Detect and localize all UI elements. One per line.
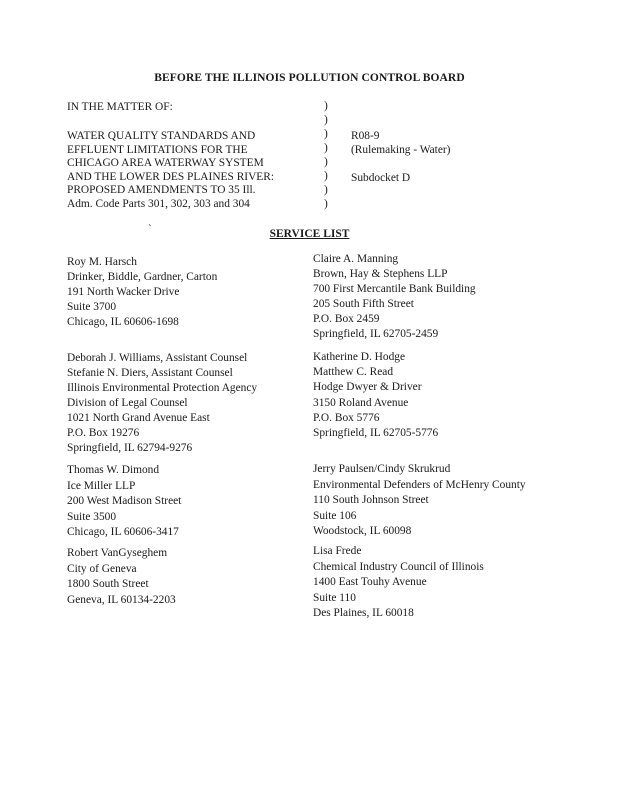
entry-line: Thomas W. Dimond	[67, 464, 160, 476]
service-list-entry	[67, 463, 181, 541]
entry-line: 700 First Mercantile Bank Building	[313, 283, 476, 295]
service-list-entry	[313, 252, 476, 342]
caption-parentheses	[324, 100, 328, 212]
matter-of-label: IN THE MATTER OF:	[67, 101, 173, 113]
entry-line: Springfield, IL 62705-5776	[313, 427, 439, 440]
entry-line: Matthew C. Read	[313, 366, 394, 379]
stray-mark: `	[148, 223, 152, 235]
entry-line: Geneva, IL 60134-2203	[67, 593, 176, 606]
entry-line: 1021 North Grand Avenue East	[67, 412, 210, 424]
entry-line: Hodge Dwyer & Driver	[313, 381, 422, 394]
service-list-entry	[67, 255, 217, 330]
entry-line: Division of Legal Counsel	[67, 397, 188, 409]
service-list-entry	[67, 546, 176, 608]
paren: )	[324, 142, 328, 154]
entry-line: 200 West Madison Street	[67, 495, 182, 507]
service-list-heading: SERVICE LIST	[269, 228, 350, 240]
caption-line: PROPOSED AMENDMENTS TO 35 Ill.	[67, 184, 256, 197]
paren: )	[324, 100, 328, 112]
entry-line: Suite 110	[313, 591, 356, 604]
entry-line: 205 South Fifth Street	[313, 298, 414, 310]
caption-line: WATER QUALITY STANDARDS AND	[67, 130, 256, 142]
entry-line: Chemical Industry Council of Illinois	[313, 560, 484, 573]
entry-line: Katherine D. Hodge	[313, 351, 406, 363]
paren: )	[324, 198, 328, 210]
entry-line: 3150 Roland Avenue	[313, 396, 409, 409]
docket-info	[351, 129, 450, 185]
entry-line: Ice Miller LLP	[67, 479, 136, 492]
service-list-entry	[313, 350, 438, 441]
entry-line: Springfield, IL 62705-2459	[313, 328, 439, 340]
entry-line: Suite 3500	[67, 510, 117, 523]
caption-line: AND THE LOWER DES PLAINES RIVER:	[67, 170, 275, 183]
caption-line: Adm. Code Parts 301, 302, 303 and 304	[67, 197, 250, 210]
entry-line: Roy M. Harsch	[67, 256, 137, 268]
service-list-entry	[313, 544, 484, 622]
entry-line: 191 North Wacker Drive	[67, 286, 180, 298]
caption-line: CHICAGO AREA WATERWAY SYSTEM	[67, 157, 264, 170]
case-caption	[67, 100, 327, 212]
entry-line: 110 South Johnson Street	[313, 494, 429, 506]
entry-line: 1800 South Street	[67, 578, 149, 590]
paren: )	[324, 156, 328, 168]
paren: )	[324, 184, 328, 196]
service-list-entry	[313, 462, 526, 540]
docket-type: (Rulemaking - Water)	[351, 144, 451, 156]
entry-line: Chicago, IL 60606-1698	[67, 316, 179, 328]
entry-line: Springfield, IL 62794-9276	[67, 442, 193, 454]
paren: )	[324, 128, 328, 140]
entry-line: Suite 3700	[67, 301, 117, 313]
entry-line: Environmental Defenders of McHenry County	[313, 478, 526, 491]
entry-line: Deborah J. Williams, Assistant Counsel	[67, 352, 248, 364]
entry-line: Woodstock, IL 60098	[313, 525, 412, 537]
entry-line: Suite 106	[313, 509, 357, 522]
entry-line: Jerry Paulsen/Cindy Skrukrud	[313, 463, 451, 475]
entry-line: Claire A. Manning	[313, 253, 399, 265]
entry-line: Robert VanGyseghem	[67, 547, 168, 559]
entry-line: Lisa Frede	[313, 545, 362, 557]
entry-line: P.O. Box 19276	[67, 427, 140, 439]
entry-line: Brown, Hay & Stephens LLP	[313, 268, 448, 280]
entry-line: Chicago, IL 60606-3417	[67, 526, 179, 538]
entry-line: Illinois Environmental Protection Agency	[67, 382, 258, 394]
entry-line: Stefanie N. Diers, Assistant Counsel	[67, 367, 233, 379]
page-title: BEFORE THE ILLINOIS POLLUTION CONTROL BOARD	[154, 72, 465, 84]
entry-line: City of Geneva	[67, 562, 137, 575]
entry-line: 1400 East Touhy Avenue	[313, 576, 427, 588]
entry-line: P.O. Box 2459	[313, 313, 380, 325]
docket-number: R08-9	[351, 130, 380, 142]
subdocket: Subdocket D	[351, 172, 411, 184]
caption-line: EFFLUENT LIMITATIONS FOR THE	[67, 143, 248, 156]
service-list-entry	[67, 351, 257, 456]
paren: )	[324, 114, 328, 126]
paren: )	[324, 170, 328, 182]
entry-line: P.O. Box 5776	[313, 411, 380, 424]
entry-line: Drinker, Biddle, Gardner, Carton	[67, 271, 218, 283]
entry-line: Des Plaines, IL 60018	[313, 607, 414, 619]
